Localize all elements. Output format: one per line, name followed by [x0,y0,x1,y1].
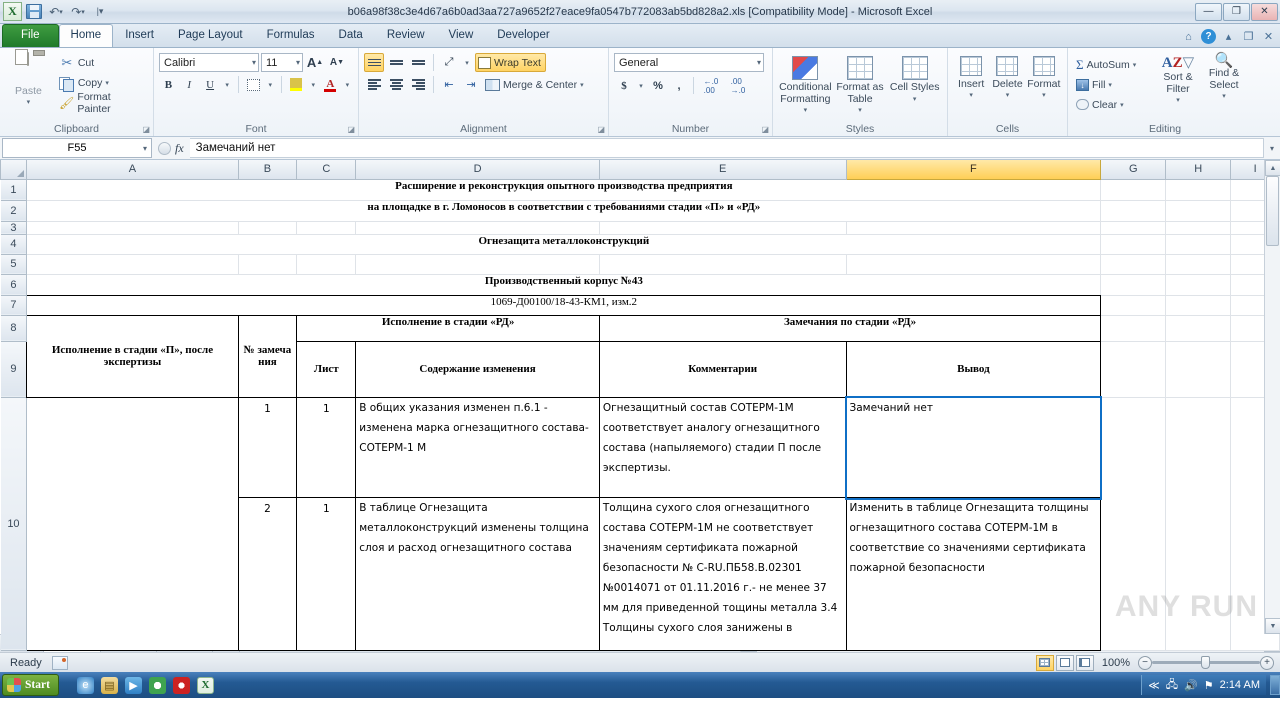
chrome-icon[interactable] [149,677,166,694]
sheet-row-7 [1,295,1280,315]
sheet-row-6 [1,274,1280,295]
cell-c10-sheet-numbers [297,397,356,650]
row1-note-no[interactable]: 1 [264,402,271,415]
show-desktop-button[interactable] [1270,675,1280,695]
start-button[interactable] [2,674,59,696]
cell-e5[interactable] [599,254,846,274]
sheet-row-4 [1,234,1280,254]
wrap-text-icon [478,57,491,69]
format-painter-label: Format Painter [77,90,111,115]
macro-record-icon[interactable] [52,656,68,670]
cell-title-6[interactable]: Производственный корпус №43 [27,274,1101,295]
cell-f10-conclusion [846,397,1101,650]
font-color-button[interactable]: A [321,75,340,94]
align-right-button[interactable] [408,75,428,94]
font-name-value: Calibri [164,56,196,69]
page-layout-view-button[interactable] [1056,655,1074,671]
conditional-formatting-caret-icon[interactable]: ▾ [803,107,808,114]
cell-g3[interactable] [1101,221,1166,234]
cell-h3[interactable] [1166,221,1231,234]
excel-logo-icon[interactable]: X [3,2,22,21]
cell-b10-note-numbers [238,397,297,650]
system-tray [1141,675,1266,695]
cell-h2[interactable] [1166,200,1231,221]
tab-home[interactable]: Home [59,24,114,47]
align-top-button[interactable] [364,53,384,72]
sheet-table [0,160,1280,651]
view-buttons[interactable] [1036,655,1094,671]
currency-caret-icon[interactable]: ▾ [639,82,643,90]
insert-cells-button[interactable] [953,54,989,122]
align-bottom-button[interactable] [408,53,428,72]
cell-b5[interactable] [238,254,297,274]
row-header-2[interactable]: 2 [1,200,27,221]
ribbon-group-alignment [358,48,608,136]
delete-label: Delete [992,78,1023,90]
align-right-icon [412,79,425,90]
find-select-button[interactable] [1201,53,1247,122]
cell-h1[interactable] [1166,179,1231,200]
page-break-preview-button[interactable] [1076,655,1094,671]
window-controls[interactable] [1195,3,1278,21]
windows-logo-icon [7,678,21,692]
sort-filter-label: Sort & Filter [1163,71,1193,95]
format-as-table-icon [847,56,873,80]
column-header-c[interactable]: C [297,160,356,179]
clipboard-group-label: Clipboard [54,123,99,135]
cell-title-1[interactable]: Расширение и реконструкция опытного производства предприятия [27,179,1101,200]
fill-label: Fill [1092,78,1106,91]
cell-f5[interactable] [846,254,1101,274]
header-comments[interactable]: Комментарии [599,341,846,397]
shrink-font-button[interactable]: A ▼ [329,57,345,68]
cell-g6[interactable] [1101,274,1166,295]
header-stage-rd[interactable]: Исполнение в стадии «РД» [297,315,599,341]
row2-conclusion[interactable]: Изменить в таблице Огнезащита толщины огнезащитного состава СОТЕРМ-1М в соответствие со значениями сертификата пожарной безопасности [849,501,1089,574]
merge-center-label: Merge & Center [503,78,578,91]
fill-down-icon: ↓ [1076,79,1089,91]
column-header-a[interactable]: A [27,160,238,179]
row-header-3[interactable]: 3 [1,221,27,234]
cell-h4[interactable] [1166,234,1231,254]
opera-icon[interactable] [173,677,190,694]
align-center-icon [390,79,403,90]
fill-button[interactable] [1073,75,1155,94]
cell-title-4[interactable]: Огнезащита металлоконструкций [27,234,1101,254]
bold-button[interactable]: B [164,78,173,91]
title-bar [0,0,1280,24]
insert-caret-icon[interactable]: ▾ [969,92,973,99]
vertical-scrollbar[interactable] [1264,160,1280,634]
cell-d10-change-content [356,397,600,650]
copy-caret-icon[interactable]: ▾ [105,79,109,87]
header-change-content[interactable]: Содержание изменения [356,341,600,397]
cell-c5[interactable] [297,254,356,274]
header-note-number[interactable]: № замеча ния [238,315,297,397]
column-header-g[interactable]: G [1101,160,1166,179]
spreadsheet-grid [0,160,1280,634]
number-group-label: Number [671,123,710,135]
cell-a3[interactable] [27,221,238,234]
cut-button[interactable] [56,53,148,72]
sort-filter-button[interactable] [1155,53,1201,122]
format-caret-icon[interactable]: ▾ [1042,92,1046,99]
align-middle-icon [390,60,403,65]
font-name-combo[interactable] [159,53,259,72]
row1-change-content[interactable]: В общих указания изменен п.6.1 - изменена марка огнезащитного состава- СОТЕРМ-1 М [359,401,589,454]
sheet-row-8 [1,315,1280,341]
windows-taskbar [0,672,1280,698]
cell-h6[interactable] [1166,274,1231,295]
paste-icon [15,53,41,83]
cell-a5[interactable] [27,254,238,274]
conditional-formatting-icon [792,56,818,80]
paste-caret-icon[interactable]: ▾ [26,99,31,106]
tab-insert[interactable]: Insert [125,29,154,41]
help-icon[interactable]: ? [1201,29,1216,44]
increase-decimal-button[interactable]: ←.0 .00 [703,76,719,95]
minimize-ribbon-icon[interactable]: ▴ [1225,31,1232,43]
row1-sheet-no[interactable]: 1 [322,402,330,415]
number-format-value: General [619,56,659,69]
clear-caret-icon[interactable]: ▾ [1120,101,1124,109]
sheet-row-10 [1,397,1280,650]
cell-styles-caret-icon[interactable]: ▾ [912,95,917,103]
status-text: Ready [10,656,42,669]
cell-b3[interactable] [238,221,297,234]
name-box-value: F55 [67,142,87,154]
align-bottom-icon [412,60,425,65]
currency-button[interactable]: $ [621,79,627,92]
column-header-h[interactable]: H [1166,160,1231,179]
anyrun-watermark [1115,590,1258,624]
cell-h9[interactable] [1166,341,1231,397]
autosum-button[interactable] [1073,55,1155,74]
fill-color-caret-icon[interactable]: ▾ [311,81,316,89]
align-left-icon [368,79,381,90]
minimize-button[interactable]: — [1195,3,1222,21]
editing-group-label: Editing [1148,123,1182,135]
borders-button[interactable] [244,75,263,94]
ribbon-tabbar [0,24,1280,48]
tab-data[interactable]: Data [338,29,363,41]
header-conclusion[interactable]: Вывод [846,341,1101,397]
cell-c3[interactable] [297,221,356,234]
row-header-9[interactable]: 9 [1,341,27,397]
sigma-icon: Σ [1076,56,1084,72]
paintbrush-icon: 🖌 [59,95,75,110]
quick-access-toolbar[interactable] [0,2,110,22]
cell-g5[interactable] [1101,254,1166,274]
cell-h8[interactable] [1166,315,1231,341]
format-painter-button[interactable] [56,90,148,115]
increase-indent-button[interactable]: ⇥ [466,79,476,91]
row-header-5[interactable]: 5 [1,254,27,274]
format-as-table-button[interactable] [833,54,888,122]
find-select-label: Find & Select [1208,67,1240,91]
row-header-7[interactable]: 7 [1,295,27,315]
select-all-corner[interactable] [1,160,27,179]
paste-button[interactable] [5,51,52,122]
row2-note-no[interactable]: 2 [264,502,271,515]
zoom-slider[interactable] [1152,655,1260,671]
ribbon-group-cells [947,48,1067,136]
copy-icon [59,75,75,91]
row2-comment[interactable]: Толщина сухого слоя огнезащитного состава СОТЕРМ-1М не соответствует значениям сертификата пожарной безопасности № C-RU.ПБ58.В.02301 №0014071 от 01.11.2016 г.- не менее 37 мм для приведенной тощины металла 3.4 Толщины сухого слоя занижены в [602,501,838,634]
zoom-slider-handle[interactable] [1201,656,1210,669]
grow-font-button[interactable]: A ▲ [306,55,324,70]
name-box[interactable] [2,138,152,158]
clipboard-dialog-launcher[interactable]: ◪ [142,125,150,134]
internet-explorer-icon[interactable]: e [77,677,94,694]
home-icon[interactable]: ⌂ [1185,30,1192,43]
cell-h5[interactable] [1166,254,1231,274]
conditional-formatting-button[interactable] [778,54,833,122]
redo-icon[interactable]: ↷ ▾ [71,4,85,19]
number-dialog-launcher[interactable]: ◪ [761,125,769,134]
ribbon [0,48,1280,137]
row-header-6[interactable]: 6 [1,274,27,295]
tab-review[interactable]: Review [386,29,425,41]
comma-button[interactable]: , [677,79,681,92]
sort-filter-icon: AZ▽ [1161,54,1195,71]
merge-center-caret-icon[interactable]: ▾ [580,81,584,89]
customize-qat-icon[interactable]: |▾ [96,6,104,16]
underline-button[interactable]: U [206,78,215,91]
cell-g8[interactable] [1101,315,1166,341]
vertical-scroll-thumb[interactable] [1266,176,1279,246]
font-size-value: 11 [266,56,278,69]
network-icon[interactable]: 🖧 [1165,678,1179,691]
scroll-down-button[interactable]: ▼ [1265,618,1280,634]
zoom-in-button[interactable]: + [1260,656,1274,670]
window-title: b06a98f38c3e4d67a6b0ad3aa727a9652f27eace9fa0547b772083ab5bd828a2.xls [Compatibility Mode] - Microsoft Excel [347,5,933,18]
formula-bar [0,137,1280,160]
align-top-icon [368,59,381,67]
autosum-label: AutoSum [1086,58,1130,71]
ribbon-group-font [153,48,358,136]
cell-title-7[interactable]: 1069-Д00100/18-43-КМ1, изм.2 [27,295,1101,315]
merge-center-button[interactable] [483,75,586,94]
copy-button[interactable] [56,73,148,92]
name-box-caret-icon[interactable]: ▾ [142,143,147,153]
cell-e10-comments [599,397,846,650]
alignment-dialog-launcher[interactable]: ◪ [597,125,605,134]
restore-button[interactable]: ❐ [1223,3,1250,21]
row-header-1[interactable]: 1 [1,179,27,200]
row-header-8[interactable]: 8 [1,315,27,341]
number-format-combo[interactable] [614,53,764,72]
formula-value: Замечаний нет [195,142,276,154]
cancel-entry-icon[interactable] [158,142,171,155]
zoom-level-label: 100% [1101,656,1130,669]
alignment-group-label: Alignment [460,123,507,135]
cell-h7[interactable] [1166,295,1231,315]
merge-center-icon [485,79,500,91]
conditional-formatting-label: Conditional Formatting [779,81,832,105]
format-cells-button[interactable] [1026,54,1062,122]
restore-window-icon[interactable]: ❐ [1243,31,1254,43]
cell-g7[interactable] [1101,295,1166,315]
cell-e3[interactable] [599,221,846,234]
font-dialog-launcher[interactable]: ◪ [347,125,355,134]
binoculars-icon: 🔍 [1214,52,1234,69]
normal-view-button[interactable] [1036,655,1054,671]
fill-caret-icon[interactable]: ▾ [1108,81,1112,89]
tab-page-layout[interactable]: Page Layout [177,29,243,41]
cell-g1[interactable] [1101,179,1166,200]
insert-cells-icon [960,56,982,76]
tab-view[interactable]: View [448,29,474,41]
underline-caret-icon[interactable]: ▾ [225,81,229,89]
align-center-button[interactable] [386,75,406,94]
format-as-table-caret-icon[interactable]: ▾ [858,107,862,114]
wrap-text-label: Wrap Text [494,56,541,69]
expand-formula-bar-icon[interactable]: ▾ [1269,143,1274,153]
cell-g9[interactable] [1101,341,1166,397]
header-stage-p[interactable]: Исполнение в стадии «П», после экспертизы [27,315,238,397]
cell-g4[interactable] [1101,234,1166,254]
format-label: Format [1027,78,1061,90]
taskbar-quick-launch [77,677,214,694]
delete-cells-icon [996,56,1018,76]
ribbon-group-clipboard [0,48,153,136]
close-workbook-icon[interactable]: ✕ [1263,31,1274,43]
sort-filter-caret-icon[interactable]: ▾ [1176,97,1180,104]
close-button[interactable]: ✕ [1251,3,1278,21]
insert-label: Insert [958,78,985,90]
cell-d3[interactable] [356,221,600,234]
cell-g2[interactable] [1101,200,1166,221]
sheet-row-1 [1,179,1280,200]
ribbon-group-styles [772,48,947,136]
save-icon[interactable] [24,2,44,22]
number-format-caret-icon[interactable]: ▾ [756,58,761,67]
clear-label: Clear [1092,98,1118,111]
show-hidden-icons-icon[interactable]: ≪ [1148,679,1160,692]
borders-caret-icon[interactable]: ▾ [268,81,272,89]
copy-label: Copy [77,76,103,89]
column-header-row [1,160,1280,179]
sheet-row-5 [1,254,1280,274]
header-sheet[interactable]: Лист [297,341,356,397]
formula-input[interactable] [190,138,1264,158]
row2-sheet-no[interactable]: 1 [322,502,330,515]
header-remarks-rd[interactable]: Замечания по стадии «РД» [599,315,1100,341]
font-color-caret-icon[interactable]: ▾ [345,81,350,89]
italic-button[interactable]: I [187,78,192,91]
format-cells-icon [1033,56,1055,76]
row1-conclusion[interactable]: Замечаний нет [849,401,933,414]
clear-button[interactable] [1073,95,1155,114]
find-select-caret-icon[interactable]: ▾ [1222,93,1226,100]
cell-d5[interactable] [356,254,600,274]
row-header-4[interactable]: 4 [1,234,27,254]
watermark-text: ANY RUN [1114,590,1258,623]
column-header-e[interactable]: E [599,160,846,179]
column-header-d[interactable]: D [356,160,600,179]
eraser-icon [1076,99,1089,110]
format-as-table-label: Format as Table [836,81,884,105]
ribbon-group-number [608,48,772,136]
row1-comment[interactable]: Огнезащитный состав СОТЕРМ-1М соответствует аналогу огнезащитного состава (напыляемого) стадии П после экспертизы. [602,401,822,474]
percent-button[interactable]: % [653,79,663,92]
cells-group-label: Cells [995,123,1020,135]
volume-icon[interactable]: 🔊 [1184,679,1198,692]
cell-styles-label: Cell Styles [889,81,940,93]
cell-title-2[interactable]: на площадке в г. Ломоносов в соответствии с требованиями стадии «П» и «РД» [27,200,1101,221]
styles-group-label: Styles [845,123,875,135]
decrease-indent-button[interactable]: ⇤ [444,79,454,91]
status-bar [0,652,1280,672]
column-header-b[interactable]: B [238,160,297,179]
font-size-caret-icon[interactable]: ▾ [295,58,300,67]
cell-a10-stage-p[interactable] [27,397,238,650]
scissors-icon: ✂ [61,54,73,70]
scroll-up-button[interactable]: ▲ [1265,160,1280,176]
zoom-out-button[interactable]: − [1138,656,1152,670]
ribbon-group-editing [1067,48,1280,136]
row2-change-content[interactable]: В таблице Огнезащита металлоконструкций изменены толщина слоя и расход огнезащитного состава [359,501,589,554]
start-label: Start [25,679,50,691]
cell-styles-button[interactable] [887,54,942,122]
sheet-row-2 [1,200,1280,221]
font-group-label: Font [245,123,267,135]
delete-cells-button[interactable] [989,54,1025,122]
clock[interactable]: 2:14 AM [1219,679,1260,691]
tab-developer[interactable]: Developer [497,29,550,41]
fill-color-button[interactable] [287,75,306,94]
font-size-combo[interactable] [261,53,303,72]
undo-icon[interactable]: ↶ ▾ [49,4,63,19]
autosum-caret-icon[interactable]: ▾ [1132,61,1137,69]
align-middle-button[interactable] [386,53,406,72]
insert-function-icon[interactable]: fx [175,140,184,155]
align-left-button[interactable] [364,75,384,94]
column-header-i[interactable]: I [1231,160,1280,179]
formula-bar-buttons [152,141,190,156]
paste-label: Paste [14,85,42,97]
wrap-text-button[interactable] [475,53,546,72]
delete-caret-icon[interactable]: ▾ [1005,92,1010,99]
tab-file[interactable]: File [2,24,59,47]
row-header-10[interactable]: 10 [1,397,27,650]
cut-label: Cut [77,56,95,69]
font-name-caret-icon[interactable]: ▾ [251,58,256,67]
excel-taskbar-icon[interactable]: X [197,677,214,694]
decrease-decimal-button[interactable]: .00 →.0 [730,76,746,95]
action-center-icon[interactable]: ⚑ [1203,679,1214,692]
windows-explorer-icon[interactable]: ▤ [101,677,118,694]
tab-formulas[interactable]: Formulas [266,29,315,41]
cell-styles-icon [902,56,928,80]
cell-f3[interactable] [846,221,1101,234]
orientation-button[interactable]: ⤢ [444,56,454,68]
column-header-f[interactable]: F [846,160,1101,179]
orientation-caret-icon[interactable]: ▾ [465,59,469,67]
sheet-row-3 [1,221,1280,234]
media-player-icon[interactable]: ▶ [125,677,142,694]
